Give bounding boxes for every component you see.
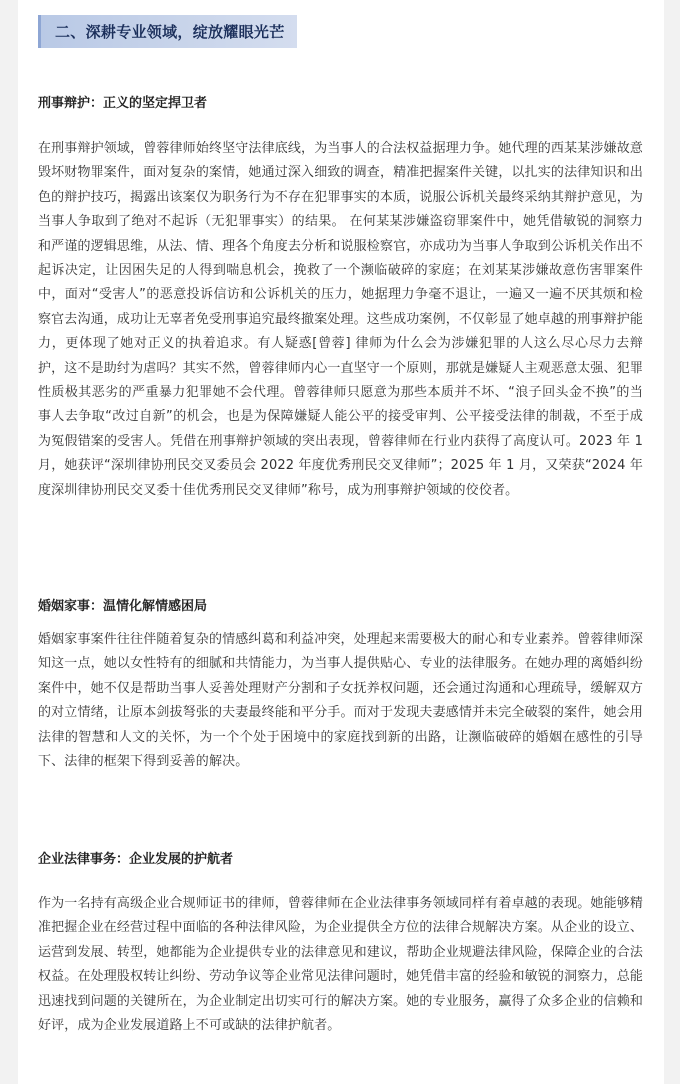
criminal-defense-heading: 刑事辩护：正义的坚定捍卫者	[38, 96, 208, 111]
corporate-law-heading: 企业法律事务：企业发展的护航者	[38, 852, 234, 867]
article-page	[18, 0, 664, 1084]
family-law-paragraph: 婚姻家事案件往往伴随着复杂的情感纠葛和利益冲突，处理起来需要极大的耐心和专业素养。曾蓉律师深知这一点，她以女性特有的细腻和共情能力，为当事人提供贴心、专业的法律服务。在她办理的离婚纠纷案件中，她不仅是帮助当事人妥善处理财产分割和子女抚养权问题，还会通过沟通和心理疏导，缓解双方的对立情绪，让原本剑拔弩张的夫妻最终能和平分手。而对于发现夫妻感情并未完全破裂的案件，她会用法律的智慧和人文的关怀，为一个个处于困境中的家庭找到新的出路，让濒临破碎的婚姻在感性的引导下、法律的框架下得到妥善的解决。	[38, 632, 643, 770]
section-title-banner: 二、深耕专业领域，绽放耀眼光芒	[38, 15, 297, 48]
corporate-law-paragraph: 作为一名持有高级企业合规师证书的律师，曾蓉律师在企业法律事务领域同样有着卓越的表现。她能够精准把握企业在经营过程中面临的各种法律风险，为企业提供全方位的法律合规解决方案。从企业的设立、运营到发展、转型，她都能为企业提供专业的法律意见和建议，帮助企业规避法律风险，保障企业的合法权益。在处理股权转让纠纷、劳动争议等企业常见法律问题时，她凭借丰富的经验和敏锐的洞察力，总能迅速找到问题的关键所在，为企业制定出切实可行的解决方案。她的专业服务，赢得了众多企业的信赖和好评，成为企业发展道路上不可或缺的法律护航者。	[38, 896, 643, 1034]
criminal-defense-paragraph: 在刑事辩护领域，曾蓉律师始终坚守法律底线，为当事人的合法权益据理力争。她代理的西某某涉嫌故意毁坏财物罪案件，面对复杂的案情，她通过深入细致的调查，精准把握案件关键，以扎实的法律知识和出色的辩护技巧，揭露出该案仅为职务行为不存在犯罪事实的本质，说服公诉机关最终采纳其辩护意见，为当事人争取到了绝对不起诉（无犯罪事实）的结果。 在何某某涉嫌盗窃罪案件中，她凭借敏锐的洞察力和严谨的逻辑思维，从法、情、理各个角度去分析和说服检察官，亦成功为当事人争取到公诉机关作出不起诉决定，让因困失足的人得到喘息机会，挽救了一个濒临破碎的家庭；在刘某某涉嫌故意伤害罪案件中，面对“受害人”的恶意投诉信访和公诉机关的压力，她据理力争毫不退让，一遍又一遍不厌其烦和检察官去沟通，成功让无辜者免受刑事追究最终撤案处理。这些成功案例，不仅彰显了她卓越的刑事辩护能力，更体现了她对正义的执着追求。有人疑惑[曾蓉] 律师为什么会为涉嫌犯罪的人这么尽心尽力去辩护，这不是助纣为虐吗？其实不然，曾蓉律师内心一直坚守一个原则，那就是嫌疑人主观恶意太强、犯罪性质极其恶劣的严重暴力犯罪她不会代理。曾蓉律师只愿意为那些本质并不坏、“浪子回头金不换”的当事人去争取“改过自新”的机会，也是为保障嫌疑人能公平的接受审判、公平接受法律的制裁，不至于成为冤假错案的受害人。凭借在刑事辩护领域的突出表现，曾蓉律师在行业内获得了高度认可。2023 年 1 月，她获评“深圳律协刑民交叉委员会 2022 年度优秀刑民交叉律师”；2025 年 1 月，又荣获“2024 年度深圳律协刑民交叉委十佳优秀刑民交叉律师”称号，成为刑事辩护领域的佼佼者。	[38, 141, 643, 498]
family-law-heading: 婚姻家事：温情化解情感困局	[38, 599, 208, 614]
